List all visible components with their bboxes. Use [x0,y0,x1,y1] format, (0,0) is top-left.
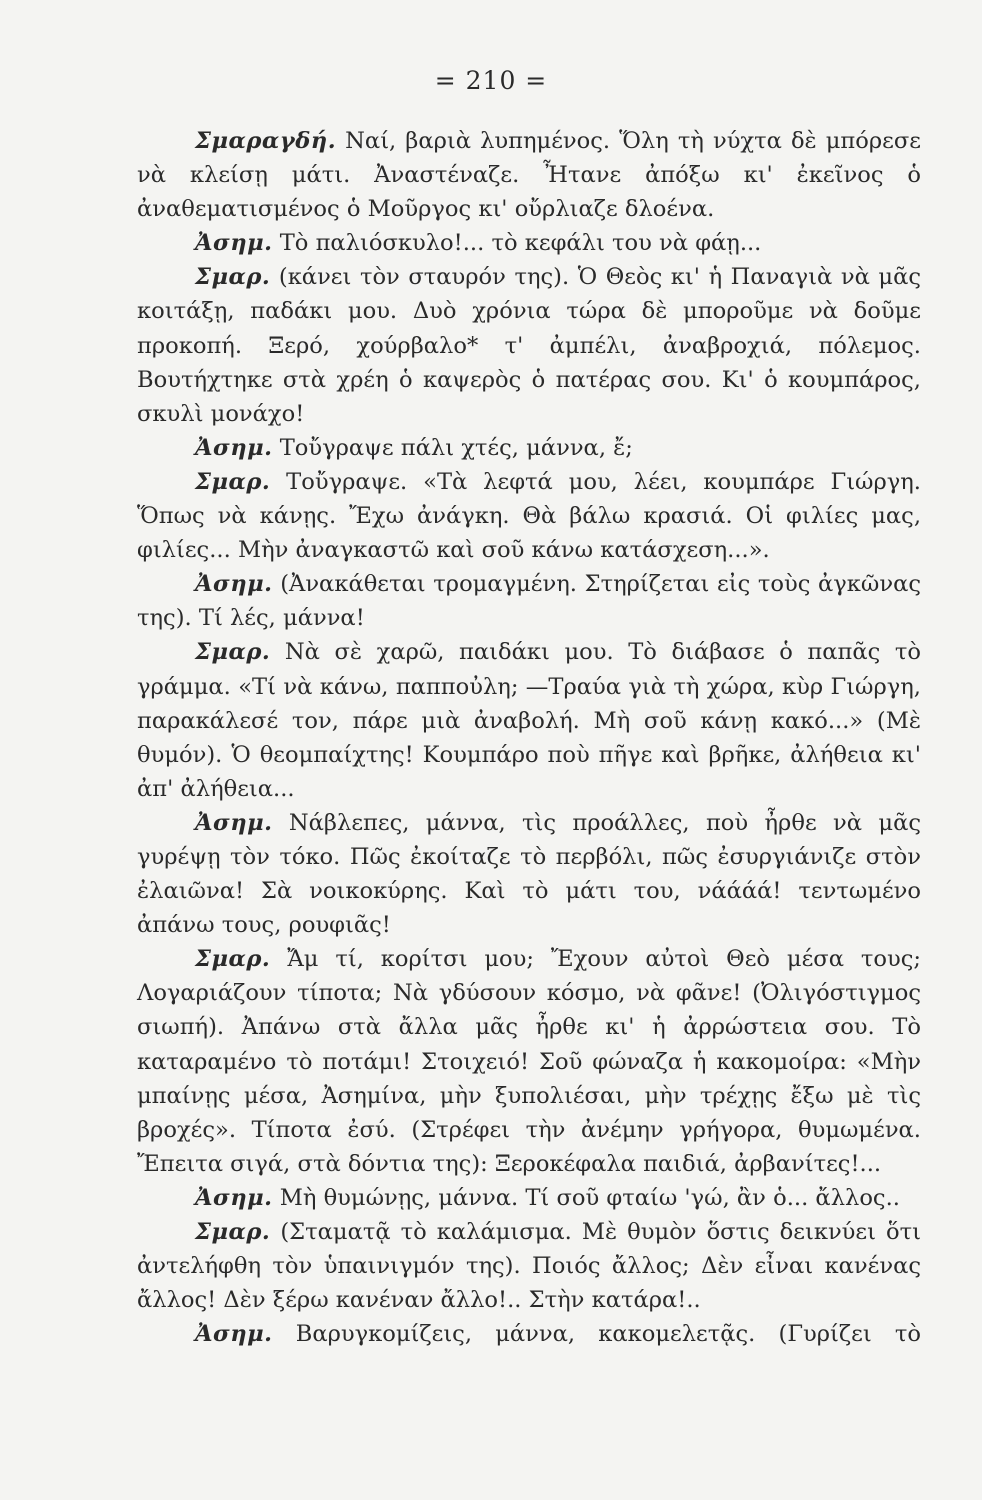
speaker-name: Σμαρ. [195,639,271,666]
paragraph-text: Βαρυγκομίζεις, μάννα, κακομελετᾷς. (Γυρίζει τὸ [272,1321,921,1348]
dialogue-paragraph [137,124,921,226]
dialogue-paragraph [137,1317,921,1351]
dialogue-paragraph [137,1181,921,1215]
paragraph-text: Μὴ θυμώνῃς, μάννα. Τί σοῦ φταίω 'γώ, ἂν ὁ... ἄλλος.. [272,1184,900,1211]
speaker-name: Ἀσημ. [195,571,273,598]
dialogue-paragraph [137,942,921,1181]
paragraph-text: Νάβλεπες, μάννα, τὶς προάλλες, ποὺ ἦρθε νὰ μᾶς γυρέψῃ τὸν τόκο. Πῶς ἐκοίταζε τὸ περβόλι, πῶς ἐσυργιάνιζε στὸν ἐλαιῶνα! Σὰ νοικοκύρης. Καὶ τὸ μάτι του, νάάάά! τεντωμένο ἀπάνω τους, ρουφιᾶς! [137,809,921,939]
dialogue-paragraph [137,806,921,942]
paragraph-text: Ἄμ τί, κορίτσι μου; Ἔχουν αὐτοὶ Θεὸ μέσα τους; Λογαριάζουν τίποτα; Νὰ γδύσουν κόσμο, νὰ φᾶνε! (Ὀλιγόστιγμος σιωπή). Ἀπάνω στὰ ἄλλα μᾶς ἦρθε κι' ἡ ἀρρώστεια σου. Τὸ καταραμένο τὸ ποτάμι! Στοιχειό! Σοῦ φώναζα ἡ κακομοίρα: «Μὴν μπαίνῃς μέσα, Ἀσημίνα, μὴν ξυπολιέσαι, μὴν τρέχῃς ἔξω μὲ τὶς βροχές». Τίποτα ἐσύ. (Στρέφει τὴν ἀνέμην γρήγορα, θυμωμένα. Ἔπειτα σιγά, στὰ δόντια της): Ξεροκέφαλα παιδιά, ἀρβανίτες!... [137,946,921,1177]
page-number: = 210 = [434,66,548,95]
speaker-name: Ἀσημ. [195,230,273,257]
dialogue-paragraph [137,431,921,465]
paragraph-text: Τοὔγραψε. «Τὰ λεφτά μου, λέει, κουμπάρε Γιώργη. Ὅπως νὰ κάνῃς. Ἔχω ἀνάγκη. Θὰ βάλω κρασιά. Οἱ φιλίες μας, φιλίες... Μὴν ἀναγκαστῶ καὶ σοῦ κάνω κατάσχεση...». [137,468,921,564]
speaker-name: Σμαρ. [195,946,271,973]
dialogue-paragraph [137,567,921,635]
speaker-name: Ἀσημ. [195,1321,273,1348]
speaker-name: Σμαραγδή. [195,128,337,154]
speaker-name: Ἀσημ. [195,1184,273,1211]
paragraph-text: Ναί, βαριὰ λυπημένος. Ὅλη τὴ νύχτα δὲ μπόρεσε νὰ κλείσῃ μάτι. Ἀναστέναζε. Ἦτανε ἀπόξω κι' ἐκεῖνος ὁ ἀναθεματισμένος ὁ Μοῦργος κι' οὔρλιαζε δλοένα. [137,128,921,223]
paragraph-text: (Ἀνακάθεται τρομαγμένη. Στηρίζεται εἰς τοὺς ἀγκῶνας της). Τί λές, μάννα! [137,571,921,632]
dialogue-paragraph [137,635,921,805]
dialogue-paragraph [137,465,921,567]
dialogue-paragraph [137,1215,921,1317]
speaker-name: Σμαρ. [195,264,271,291]
dialogue-text [137,124,921,1351]
paragraph-text: (κάνει τὸν σταυρόν της). Ὁ Θεὸς κι' ἡ Παναγιὰ νὰ μᾶς κοιτάξῃ, παδάκι μου. Δυὸ χρόνια τώρα δὲ μποροῦμε νὰ δοῦμε προκοπή. Ξερό, χούρβαλο* τ' ἀμπέλι, ἀναβροχιά, πόλεμος. Βουτήχτηκε στὰ χρέη ὁ καψερὸς ὁ πατέρας σου. Κι' ὁ κουμπάρος, σκυλὶ μονάχο! [137,264,921,427]
paragraph-text: (Σταματᾷ τὸ καλάμισμα. Μὲ θυμὸν ὅστις δεικνύει ὅτι ἀντελήφθη τὸν ὑπαινιγμόν της). Ποιός ἄλλος; Δὲν εἶναι κανένας ἄλλος! Δὲν ξέρω κανέναν ἄλλο!.. Στὴν κατάρα!.. [137,1219,921,1314]
dialogue-paragraph [137,260,921,430]
paragraph-text: Νὰ σὲ χαρῶ, παιδάκι μου. Τὸ διάβασε ὁ παπᾶς τὸ γράμμα. «Τί νὰ κάνω, παπποὐλη; —Τραύα γιὰ τὴ χώρα, κὺρ Γιώργη, παρακάλεσέ τον, πάρε μιὰ ἀναβολή. Μὴ σοῦ κάνῃ κακό...» (Μὲ θυμόν). Ὁ θεομπαίχτης! Κουμπάρο ποὺ πῆγε καὶ βρῆκε, ἀλήθεια κι' ἀπ' ἀλήθεια... [137,639,921,802]
paragraph-text: Τοὔγραψε πάλι χτές, μάννα, ἔ; [272,434,633,461]
dialogue-paragraph [137,226,921,260]
paragraph-text: Τὸ παλιόσκυλο!... τὸ κεφάλι του νὰ φάῃ... [272,230,762,257]
speaker-name: Σμαρ. [195,468,271,495]
speaker-name: Ἀσημ. [195,809,273,836]
speaker-name: Σμαρ. [195,1219,271,1245]
speaker-name: Ἀσημ. [195,434,273,461]
